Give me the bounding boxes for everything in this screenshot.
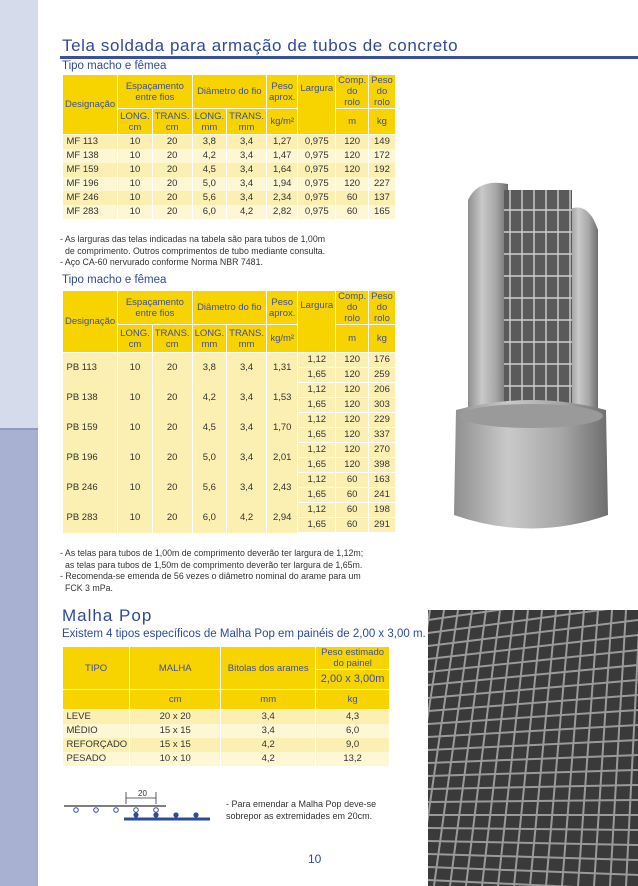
table-cell: 10 bbox=[118, 163, 153, 177]
table-cell: 1,12 bbox=[298, 443, 336, 458]
note-line: - As telas para tubos de 1,00m de comprimento deverão ter largura de 1,12m; bbox=[60, 548, 364, 558]
table-cell: 120 bbox=[336, 353, 369, 368]
table-row bbox=[63, 413, 396, 428]
th-kg: kg bbox=[316, 690, 390, 710]
table-cell: 1,12 bbox=[298, 383, 336, 398]
table-cell: 4,2 bbox=[221, 752, 316, 766]
table-cell: 3,4 bbox=[227, 135, 267, 150]
page-title: Tela soldada para armação de tubos de concreto bbox=[62, 36, 459, 55]
th-long-mm: LONG. mm bbox=[192, 109, 227, 135]
table-cell: 0,975 bbox=[298, 205, 336, 219]
table-cell: 3,8 bbox=[192, 353, 227, 383]
th-long: LONG. cm bbox=[118, 109, 153, 135]
wire-open bbox=[154, 808, 159, 813]
wire-filled bbox=[193, 812, 198, 817]
table-cell: 20 bbox=[152, 443, 192, 473]
th-dim: 2,00 x 3,00m bbox=[316, 670, 390, 690]
table-cell: 60 bbox=[336, 191, 369, 205]
th-bitolas: Bitolas dos arames bbox=[221, 647, 316, 690]
table-cell: MF 196 bbox=[63, 177, 118, 191]
table-cell: PB 113 bbox=[63, 353, 118, 383]
table-cell: MF 159 bbox=[63, 163, 118, 177]
table-cell: 229 bbox=[369, 413, 396, 428]
table-cell: 1,65 bbox=[298, 428, 336, 443]
table-cell: 4,2 bbox=[192, 149, 227, 163]
table-cell: 3,8 bbox=[192, 135, 227, 150]
th-comp: Comp. do rolo bbox=[336, 291, 369, 325]
note-line: FCK 3 mPa. bbox=[65, 582, 113, 593]
table-cell: PB 196 bbox=[63, 443, 118, 473]
pipe-left-wall bbox=[468, 183, 508, 420]
table-cell: 227 bbox=[369, 177, 396, 191]
table-cell: 3,4 bbox=[227, 473, 267, 503]
table-cell: 10 bbox=[118, 191, 153, 205]
th-trans-mm: TRANS. mm bbox=[227, 325, 267, 353]
wire-open bbox=[114, 808, 119, 813]
table-cell: 120 bbox=[336, 135, 369, 150]
table-cell: 20 bbox=[152, 413, 192, 443]
malha-table bbox=[62, 646, 390, 766]
table-cell: MF 113 bbox=[63, 135, 118, 150]
th-malha: MALHA bbox=[130, 647, 221, 690]
th-espacamento: Espaçamento entre fios bbox=[118, 75, 192, 109]
table-cell: 163 bbox=[369, 473, 396, 488]
table-cell: 20 bbox=[152, 163, 192, 177]
table-cell: LEVE bbox=[63, 710, 130, 725]
page-number: 10 bbox=[308, 852, 322, 866]
table-cell: 10 bbox=[118, 383, 153, 413]
table-cell: 1,64 bbox=[266, 163, 297, 177]
table-cell: 0,975 bbox=[298, 191, 336, 205]
table-cell: 3,4 bbox=[227, 191, 267, 205]
table-cell: 3,4 bbox=[227, 413, 267, 443]
table-row bbox=[63, 503, 396, 518]
overlap-label: 20 bbox=[138, 789, 147, 798]
table-cell: 3,4 bbox=[227, 149, 267, 163]
table-cell: 172 bbox=[369, 149, 396, 163]
table-cell: PB 283 bbox=[63, 503, 118, 533]
table-cell: 20 bbox=[152, 149, 192, 163]
table-cell: 20 bbox=[152, 191, 192, 205]
table-cell: 1,65 bbox=[298, 368, 336, 383]
table-cell: 120 bbox=[336, 443, 369, 458]
table-row bbox=[63, 353, 396, 368]
table-cell: 9,0 bbox=[316, 738, 390, 752]
table-cell: 1,65 bbox=[298, 518, 336, 533]
table-cell: REFORÇADO bbox=[63, 738, 130, 752]
th-peso: Peso aprox. bbox=[266, 75, 297, 109]
th-long-mm: LONG. mm bbox=[192, 325, 227, 353]
th-m: m bbox=[336, 109, 369, 135]
table-cell: 120 bbox=[336, 413, 369, 428]
section1-notes bbox=[60, 234, 325, 269]
note-line: as telas para tubos de 1,50m de comprimento deverão ter largura de 1,65m. bbox=[65, 559, 363, 570]
table-cell: 20 bbox=[152, 205, 192, 219]
table-cell: 4,3 bbox=[316, 710, 390, 725]
table-cell: 60 bbox=[336, 473, 369, 488]
table-cell: 10 bbox=[118, 353, 153, 383]
th-designacao: Designação bbox=[63, 291, 118, 353]
table-cell: 4,2 bbox=[221, 738, 316, 752]
table-cell: 10 bbox=[118, 413, 153, 443]
table-cell: 60 bbox=[336, 488, 369, 503]
th-cm: cm bbox=[130, 690, 221, 710]
table-cell: 20 bbox=[152, 383, 192, 413]
th-comp: Comp. do rolo bbox=[336, 75, 369, 109]
table-cell: 120 bbox=[336, 428, 369, 443]
table-cell: 3,4 bbox=[221, 710, 316, 725]
table-cell: 192 bbox=[369, 163, 396, 177]
table-cell: PB 138 bbox=[63, 383, 118, 413]
table-cell: 2,34 bbox=[266, 191, 297, 205]
table-cell: 291 bbox=[369, 518, 396, 533]
table-cell: MF 246 bbox=[63, 191, 118, 205]
table-row bbox=[63, 724, 390, 738]
table-cell: 10 bbox=[118, 473, 153, 503]
table-cell: 3,4 bbox=[221, 724, 316, 738]
table-cell: 2,43 bbox=[266, 473, 297, 503]
th-mm: mm bbox=[221, 690, 316, 710]
table-cell: 120 bbox=[336, 177, 369, 191]
table-cell: 10 bbox=[118, 205, 153, 219]
th-trans: TRANS. cm bbox=[152, 109, 192, 135]
table-cell: 206 bbox=[369, 383, 396, 398]
table-cell: 1,53 bbox=[266, 383, 297, 413]
table-cell: 120 bbox=[336, 383, 369, 398]
table-cell: 120 bbox=[336, 163, 369, 177]
note-line: - Recomenda-se emenda de 56 vezes o diâmetro nominal do arame para um bbox=[60, 571, 361, 581]
table-cell: 10 bbox=[118, 149, 153, 163]
table-cell: 4,5 bbox=[192, 413, 227, 443]
table-cell: 0,975 bbox=[298, 135, 336, 150]
malha-title: Malha Pop bbox=[62, 606, 153, 625]
table-cell: 1,94 bbox=[266, 177, 297, 191]
table-cell: 176 bbox=[369, 353, 396, 368]
malha-subtitle: Existem 4 tipos específicos de Malha Pop em painéis de 2,00 x 3,00 m. bbox=[62, 628, 426, 640]
table-cell: 10 bbox=[118, 503, 153, 533]
table-cell: 120 bbox=[336, 458, 369, 473]
table-cell: 20 bbox=[152, 503, 192, 533]
table-cell: 1,12 bbox=[298, 353, 336, 368]
table-cell: 398 bbox=[369, 458, 396, 473]
table-cell: 1,65 bbox=[298, 458, 336, 473]
th-trans: TRANS. cm bbox=[152, 325, 192, 353]
th-espacamento: Espaçamento entre fios bbox=[118, 291, 192, 325]
th-peso-rolo: Peso do rolo bbox=[369, 75, 396, 109]
table-row bbox=[63, 383, 396, 398]
wire-filled bbox=[133, 812, 138, 817]
table-cell: 4,2 bbox=[227, 503, 267, 533]
table-cell: 137 bbox=[369, 191, 396, 205]
table-cell: 2,94 bbox=[266, 503, 297, 533]
pipe-base-rim bbox=[459, 404, 603, 428]
th-blank bbox=[63, 690, 130, 710]
table-cell: 198 bbox=[369, 503, 396, 518]
table-cell: 10 bbox=[118, 177, 153, 191]
table-cell: 4,2 bbox=[227, 205, 267, 219]
table-cell: 1,27 bbox=[266, 135, 297, 150]
table-row bbox=[63, 191, 396, 205]
section2-notes bbox=[60, 548, 363, 594]
table-cell: 3,4 bbox=[227, 353, 267, 383]
table-cell: 1,65 bbox=[298, 398, 336, 413]
table-cell: 13,2 bbox=[316, 752, 390, 766]
table-row bbox=[63, 473, 396, 488]
table-cell: 3,4 bbox=[227, 177, 267, 191]
table-cell: 120 bbox=[336, 398, 369, 413]
th-diametro: Diâmetro do fio bbox=[192, 75, 266, 109]
table-row bbox=[63, 710, 390, 725]
th-largura: Largura bbox=[298, 291, 336, 353]
th-long: LONG. cm bbox=[118, 325, 153, 353]
table-cell: 3,4 bbox=[227, 443, 267, 473]
table-cell: 20 bbox=[152, 353, 192, 383]
table-cell: 1,70 bbox=[266, 413, 297, 443]
table-cell: 2,01 bbox=[266, 443, 297, 473]
left-margin-band bbox=[0, 0, 38, 886]
table-cell: MF 283 bbox=[63, 205, 118, 219]
table-cell: 20 x 20 bbox=[130, 710, 221, 725]
table-cell: 10 x 10 bbox=[130, 752, 221, 766]
th-peso: Peso aprox. bbox=[266, 291, 297, 325]
th-kg: kg bbox=[369, 325, 396, 353]
table-cell: 10 bbox=[118, 135, 153, 150]
th-peso-rolo: Peso do rolo bbox=[369, 291, 396, 325]
table-cell: 165 bbox=[369, 205, 396, 219]
wire-open bbox=[134, 808, 139, 813]
title-rule bbox=[60, 56, 638, 59]
table-cell: 6,0 bbox=[316, 724, 390, 738]
concrete-pipe-photo bbox=[448, 170, 614, 540]
table-cell: MF 138 bbox=[63, 149, 118, 163]
table-cell: 6,0 bbox=[192, 503, 227, 533]
th-trans-mm: TRANS. mm bbox=[227, 109, 267, 135]
table-row bbox=[63, 163, 396, 177]
note-line: - As larguras das telas indicadas na tabela são para tubos de 1,00m bbox=[60, 234, 326, 244]
table-cell: MÉDIO bbox=[63, 724, 130, 738]
pb-table bbox=[62, 290, 396, 533]
section2-subtitle: Tipo macho e fêmea bbox=[62, 274, 167, 286]
wire-mesh-photo bbox=[428, 610, 638, 886]
table-cell: 4,2 bbox=[192, 383, 227, 413]
note-line: de comprimento. Outros comprimentos de tubo mediante consulta. bbox=[65, 245, 326, 256]
table-cell: 5,0 bbox=[192, 443, 227, 473]
table-row bbox=[63, 752, 390, 766]
table-cell: 10 bbox=[118, 443, 153, 473]
table-cell: 6,0 bbox=[192, 205, 227, 219]
wire-filled bbox=[173, 812, 178, 817]
table-cell: 270 bbox=[369, 443, 396, 458]
th-diametro: Diâmetro do fio bbox=[192, 291, 266, 325]
table-cell: 0,975 bbox=[298, 163, 336, 177]
table-cell: 1,47 bbox=[266, 149, 297, 163]
table-cell: 1,31 bbox=[266, 353, 297, 383]
table-cell: 5,6 bbox=[192, 191, 227, 205]
table-cell: 5,6 bbox=[192, 473, 227, 503]
band-dark-block bbox=[0, 430, 38, 886]
table-row bbox=[63, 205, 396, 219]
table-cell: 4,5 bbox=[192, 163, 227, 177]
table-cell: 2,82 bbox=[266, 205, 297, 219]
table-cell: 0,975 bbox=[298, 149, 336, 163]
table-cell: PB 159 bbox=[63, 413, 118, 443]
table-row bbox=[63, 135, 396, 150]
table-cell: 60 bbox=[336, 205, 369, 219]
table-cell: 20 bbox=[152, 177, 192, 191]
table-row bbox=[63, 177, 396, 191]
table-cell: 0,975 bbox=[298, 177, 336, 191]
th-m: m bbox=[336, 325, 369, 353]
wire-open bbox=[74, 808, 79, 813]
overlap-diagram bbox=[62, 786, 212, 826]
table-cell: PESADO bbox=[63, 752, 130, 766]
table-cell: 1,12 bbox=[298, 503, 336, 518]
table-cell: PB 246 bbox=[63, 473, 118, 503]
table-cell: 337 bbox=[369, 428, 396, 443]
table-cell: 1,65 bbox=[298, 488, 336, 503]
table-row bbox=[63, 738, 390, 752]
table-cell: 15 x 15 bbox=[130, 724, 221, 738]
th-designacao: Designação bbox=[63, 75, 118, 135]
table-cell: 149 bbox=[369, 135, 396, 150]
table-cell: 20 bbox=[152, 135, 192, 150]
table-cell: 3,4 bbox=[227, 383, 267, 413]
table-cell: 20 bbox=[152, 473, 192, 503]
th-kg: kg bbox=[369, 109, 396, 135]
wire-open bbox=[94, 808, 99, 813]
mf-table bbox=[62, 74, 396, 219]
pipe-right-wall bbox=[568, 208, 598, 421]
th-kgm2: kg/m² bbox=[266, 325, 297, 353]
note-line: - Aço CA-60 nervurado conforme Norma NBR 7481. bbox=[60, 257, 263, 267]
table-row bbox=[63, 149, 396, 163]
table-cell: 3,4 bbox=[227, 163, 267, 177]
table-cell: 120 bbox=[336, 149, 369, 163]
table-cell: 1,12 bbox=[298, 413, 336, 428]
table-cell: 5,0 bbox=[192, 177, 227, 191]
th-largura: Largura bbox=[298, 75, 336, 135]
table-cell: 241 bbox=[369, 488, 396, 503]
table-cell: 259 bbox=[369, 368, 396, 383]
th-tipo: TIPO bbox=[63, 647, 130, 690]
table-cell: 60 bbox=[336, 503, 369, 518]
table-cell: 120 bbox=[336, 368, 369, 383]
table-cell: 303 bbox=[369, 398, 396, 413]
section1-subtitle: Tipo macho e fêmea bbox=[62, 60, 167, 72]
table-row bbox=[63, 443, 396, 458]
th-kgm2: kg/m² bbox=[266, 109, 297, 135]
table-cell: 60 bbox=[336, 518, 369, 533]
overlap-note: - Para emendar a Malha Pop deve-se sobrepor as extremidades em 20cm. bbox=[226, 799, 377, 821]
table-cell: 15 x 15 bbox=[130, 738, 221, 752]
wire-filled bbox=[153, 812, 158, 817]
th-peso-painel: Peso estimado do painel bbox=[316, 647, 390, 670]
table-cell: 1,12 bbox=[298, 473, 336, 488]
